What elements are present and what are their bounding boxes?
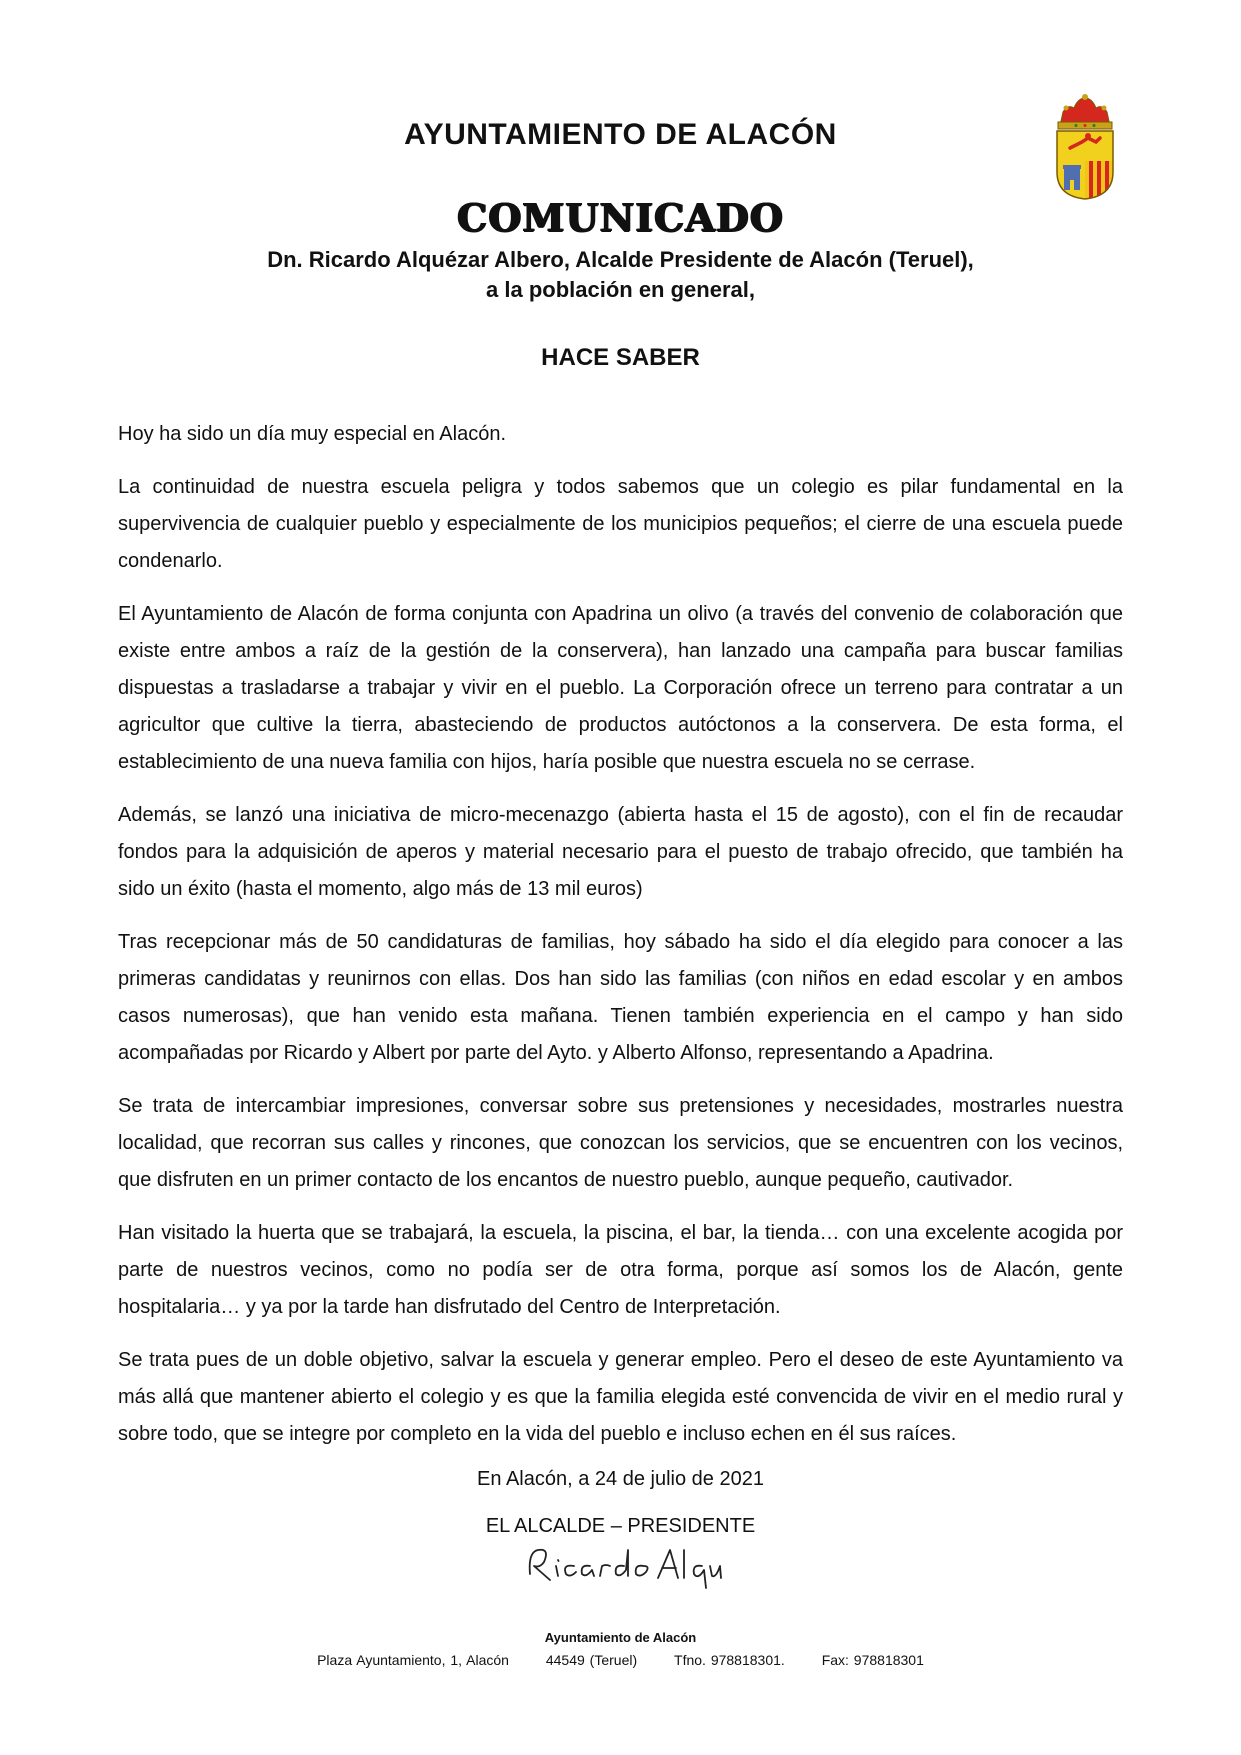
footer-fax: Fax: 978818301 — [821, 1652, 924, 1668]
paragraph: El Ayuntamiento de Alacón de forma conjunta con Apadrina un olivo (a través del convenio de colaboración que existe entre ambos a raíz de la gestión de la conservera), han lanzado una campaña para buscar familias dispuestas a trasladarse a trabajar y vivir en el pueblo. La Corporación ofrece un terreno para contratar a un agricultor que cultive la tierra, abasteciendo de productos autóctonos a la conservera. De esta forma, el establecimiento de una nueva familia con hijos, haría posible que nuestra escuela no se cerrase. — [118, 603, 1123, 773]
announcement-heading: HACE SABER — [541, 344, 700, 371]
paragraph: La continuidad de nuestra escuela peligra y todos sabemos que un colegio es pilar fundamental en la supervivencia de cualquier pueblo y especialmente de los municipios pequeños; el cierre de una escuela puede condenarlo. — [118, 476, 1123, 572]
document-body — [118, 416, 1123, 1469]
footer-contact — [0, 1652, 1241, 1668]
signatory-role: EL ALCALDE – PRESIDENTE — [485, 1515, 756, 1537]
footer-postal: 44549 (Teruel) — [545, 1652, 638, 1668]
signing-date: En Alacón, a 24 de julio de 2021 — [477, 1468, 764, 1490]
footer-phone: Tfno. 978818301. — [674, 1652, 785, 1668]
paragraph: Además, se lanzó una iniciativa de micro-mecenazgo (abierta hasta el 15 de agosto), con el fin de recaudar fondos para la adquisición de aperos y material necesario para el puesto de trabajo ofrecido, que también ha sido un éxito (hasta el momento, algo más de 13 mil euros) — [118, 804, 1123, 900]
paragraph: Tras recepcionar más de 50 candidaturas de familias, hoy sábado ha sido el día elegido para conocer a las primeras candidatas y reunirnos con ellas. Dos han sido las familias (con niños en edad escolar y en ambos casos numerosas), que han venido esta mañana. Tienen también experiencia en el campo y han sido acompañadas por Ricardo y Albert por parte del Ayto. y Alberto Alfonso, representando a Apadrina. — [118, 931, 1123, 1064]
page-title: AYUNTAMIENTO DE ALACÓN — [404, 118, 837, 151]
sender-block — [0, 245, 1241, 305]
coat-of-arms-icon — [1052, 92, 1118, 200]
handwritten-signature — [500, 1536, 740, 1590]
paragraph: Se trata pues de un doble objetivo, salvar la escuela y generar empleo. Pero el deseo de este Ayuntamiento va más allá que mantener abierto el colegio y es que la familia elegida esté convencida de vivir en el medio rural y sobre todo, que se integre por completo en la vida del pueblo e incluso echen en él sus raíces. — [118, 1349, 1123, 1445]
paragraph: Hoy ha sido un día muy especial en Alacón. — [118, 423, 507, 445]
footer-organization: Ayuntamiento de Alacón — [544, 1630, 697, 1645]
audience-line: a la población en general, — [486, 277, 755, 302]
paragraph: Han visitado la huerta que se trabajará, la escuela, la piscina, el bar, la tienda… con una excelente acogida por parte de nuestros vecinos, como no podía ser de otra forma, porque así somos los de Alacón, gente hospitalaria… y ya por la tarde han disfrutado del Centro de Interpretación. — [118, 1222, 1123, 1318]
document-heading: COMUNICADO — [457, 195, 784, 240]
footer-address: Plaza Ayuntamiento, 1, Alacón — [317, 1652, 509, 1668]
paragraph: Se trata de intercambiar impresiones, conversar sobre sus pretensiones y necesidades, mostrarles nuestra localidad, que recorran sus calles y rincones, que conozcan los servicios, que se encuentren con los vecinos, que disfruten en un primer contacto de los encantos de nuestro pueblo, aunque pequeño, cautivador. — [118, 1095, 1123, 1191]
sender-line: Dn. Ricardo Alquézar Albero, Alcalde Presidente de Alacón (Teruel), — [267, 247, 974, 272]
